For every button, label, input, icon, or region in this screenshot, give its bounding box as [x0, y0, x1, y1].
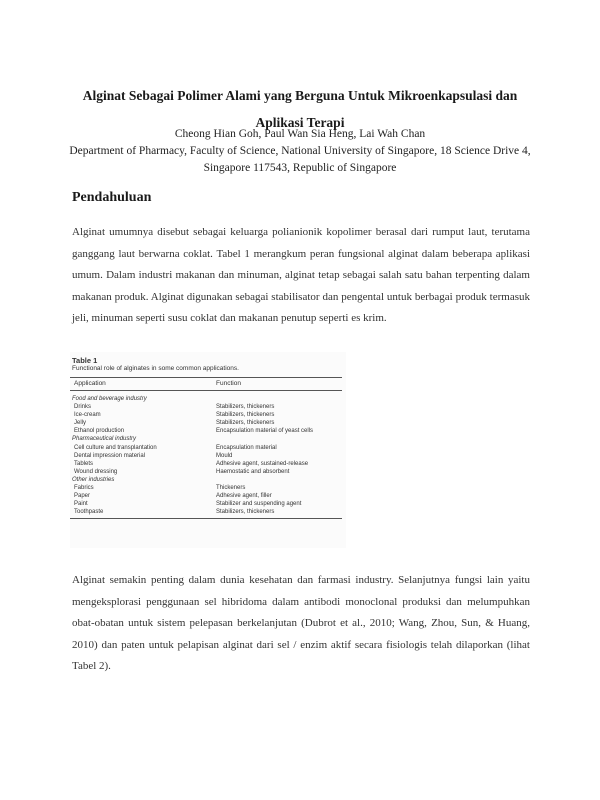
table-cell-application: Paper [74, 493, 91, 500]
table-cell-application: Fabrics [74, 485, 94, 492]
table-row [70, 492, 342, 500]
table-section-row [70, 476, 342, 484]
table-row [70, 460, 342, 468]
table-cell-application: Tablets [74, 460, 94, 467]
table-bottom-rule [70, 518, 342, 519]
table-body [70, 395, 342, 516]
paragraph-2: Alginat semakin penting dalam dunia kesehatan dan farmasi industry. Selanjutnya fungsi lain yaitu mengeksplorasi penggunaan sel hibridoma dalam antibodi monoclonal produksi dan melumpuhkan obat-obatan untuk sistem pelepasan berkelanjutan (Dubrot et al., 2010; Wang, Zhou, Sun, & Huang, 2010) dan paten untuk pelapisan alginat dari sel / enzim aktif secara fisiologis telah dilaporkan (lihat Tabel 2). [72, 574, 530, 672]
table-cell-function: Stabilizers, thickeners [216, 412, 275, 419]
table-cell-application: Other industries [72, 476, 115, 483]
affiliation: Department of Pharmacy, Faculty of Science, National University of Singapore, 18 Science Drive 4, Singapore 117543, Republic of Singapore [69, 145, 531, 174]
authors: Cheong Hian Goh, Paul Wan Sia Heng, Lai Wah Chan [174, 128, 426, 140]
section-heading: Pendahuluan [72, 190, 152, 205]
paragraph-1: Alginat umumnya disebut sebagai keluarga polianionik kopolimer berasal dari rumput laut, terutama ganggang laut berwarna coklat. Tabel 1 merangkum peran fungsional alginat dalam beberapa aplikasi umum. Dalam industri makanan dan minuman, alginat tetap sebagai salah satu bahan terpenting dalam makanan produk. Alginat digunakan sebagai stabilisator dan pengental untuk berbagai produk termasuk jeli, minuman seperti susu coklat dan makanan penutup seperti es krim. [72, 226, 530, 324]
table-header-rule [70, 390, 342, 391]
table-cell-application: Food and beverage industry [72, 396, 147, 402]
table-cell-application: Toothpaste [74, 509, 104, 516]
table-cell-function: Stabilizers, thickeners [216, 509, 275, 516]
table-cell-function: Adhesive agent, filler [216, 493, 272, 500]
table-cell-application: Ethanol production [74, 428, 125, 435]
table-cell-function: Stabilizers, thickeners [216, 420, 275, 427]
table-caption: Functional role of alginates in some common applications. [72, 365, 239, 372]
table-cell-application: Paint [74, 501, 88, 508]
paper-title: Alginat Sebagai Polimer Alami yang Berguna Untuk Mikroenkapsulasi dan Aplikasi Terapi [82, 88, 518, 130]
table-cell-function: Stabilizer and suspending agent [216, 501, 302, 508]
table-section-row [70, 395, 342, 403]
table-row [70, 468, 342, 476]
table-top-rule [70, 377, 342, 378]
table-1-image [70, 352, 346, 548]
table-row [70, 484, 342, 492]
table-cell-application: Drinks [74, 404, 92, 411]
table-cell-application: Cell culture and transplantation [74, 444, 157, 451]
table-section-row [70, 435, 342, 443]
table-cell-application: Jelly [74, 420, 87, 427]
table-header-function: Function [216, 380, 241, 387]
table-row [70, 427, 342, 435]
table-cell-application: Pharmaceutical industry [72, 436, 137, 443]
table-cell-function: Encapsulation material of yeast cells [216, 428, 314, 435]
table-cell-function: Haemostatic and absorbent [216, 468, 290, 475]
table-row [70, 444, 342, 452]
table-cell-function: Adhesive agent, sustained-release [216, 460, 309, 467]
table-cell-function: Mould [216, 452, 233, 459]
table-row [70, 403, 342, 411]
table-label: Table 1 [72, 356, 98, 365]
table-header-application: Application [74, 380, 106, 387]
table-row [70, 508, 342, 516]
table-row [70, 452, 342, 460]
table-cell-function: Thickeners [216, 485, 246, 492]
table-row [70, 411, 342, 419]
table-cell-application: Ice-cream [74, 412, 101, 419]
table-cell-function: Stabilizers, thickeners [216, 404, 275, 411]
table-row [70, 419, 342, 427]
author-block [60, 126, 540, 177]
table-cell-application: Wound dressing [74, 468, 118, 475]
table-cell-application: Dental impression material [74, 452, 146, 459]
table-cell-function: Encapsulation material [216, 444, 277, 451]
table-row [70, 500, 342, 508]
